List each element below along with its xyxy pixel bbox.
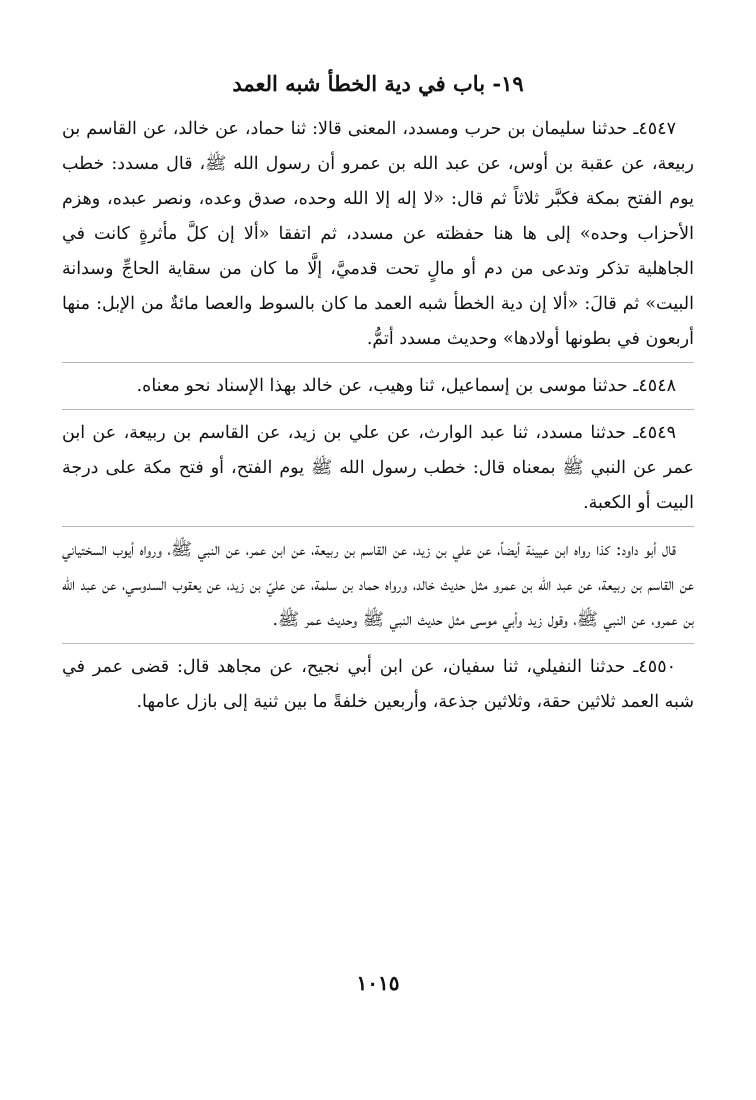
page-number: ١٠١٥: [356, 971, 400, 995]
chapter-title: ١٩- باب في دية الخطأ شبه العمد: [232, 71, 524, 96]
page-body: [62, 112, 694, 720]
hadith-4547: ٤٥٤٧ـ حدثنا سليمان بن حرب ومسدد، المعنى قالا: ثنا حماد، عن خالد، عن القاسم بن ربيعة، عن عقبة بن أوس، عن عبد الله بن عمرو أن رسول الله ﷺ، قال مسدد: خطب يوم الفتح بمكة فكبَّر ثلاثاً ثم قال: «لا إله إلا الله وحده، صدق وعده، ونصر عبده، وهزم الأحزاب وحده» إلى ها هنا حفظته عن مسدد، ثم اتفقا «ألا إن كلَّ مأثرةٍ كانت في الجاهلية تذكر وتدعى من دم أو مالٍ تحت قدميَّ، إلَّا ما كان من سقاية الحاجِّ وسدانة البيت» ثم قالَ: «ألا إن دية الخطأ شبه العمد ما كان بالسوط والعصا مائةٌ من الإبل: منها أربعون في بطونها أولادها» وحديث مسدد أتمُّ.: [62, 119, 694, 349]
abu-dawud-commentary: قال أبو داود: كذا رواه ابن عيينة أيضاً، عن علي بن زيد، عن القاسم بن ربيعة، عن ابن عمر، عن النبي ﷺ، ورواه أيوب السختياني عن القاسم بن ربيعة، عن عبد الله بن عمرو مثل حديث خالد، ورواه حماد بن سلمة، عن عليّ بن زيد، عن يعقوب السدوسي، عن عبد الله بن عمرو، عن النبي ﷺ، وقول زيد وأبي موسى مثل حديث النبي ﷺ وحديث عمر ﷺ.: [62, 540, 694, 630]
divider-line: [62, 526, 694, 527]
hadith-4550: ٤٥٥٠ـ حدثنا النفيلي، ثنا سفيان، عن ابن أبي نجيح، عن مجاهد قال: قضى عمر في شبه العمد ثلاثين حقة، وثلاثين جذعة، وأربعين خلفةً ما بين ثنية إلى بازل عامها.: [62, 657, 694, 712]
divider-line: [62, 409, 694, 410]
hadith-4548: ٤٥٤٨ـ حدثنا موسى بن إسماعيل، ثنا وهيب، عن خالد بهذا الإسناد نحو معناه.: [136, 376, 676, 396]
divider-line: [62, 643, 694, 644]
book-page: [62, 0, 694, 1100]
divider-line: [62, 362, 694, 363]
hadith-4549: ٤٥٤٩ـ حدثنا مسدد، ثنا عبد الوارث، عن علي بن زيد، عن القاسم بن ربيعة، عن ابن عمر عن النبي ﷺ بمعناه قال: خطب رسول الله ﷺ يوم الفتح، أو فتح مكة على درجة البيت أو الكعبة.: [62, 423, 694, 513]
